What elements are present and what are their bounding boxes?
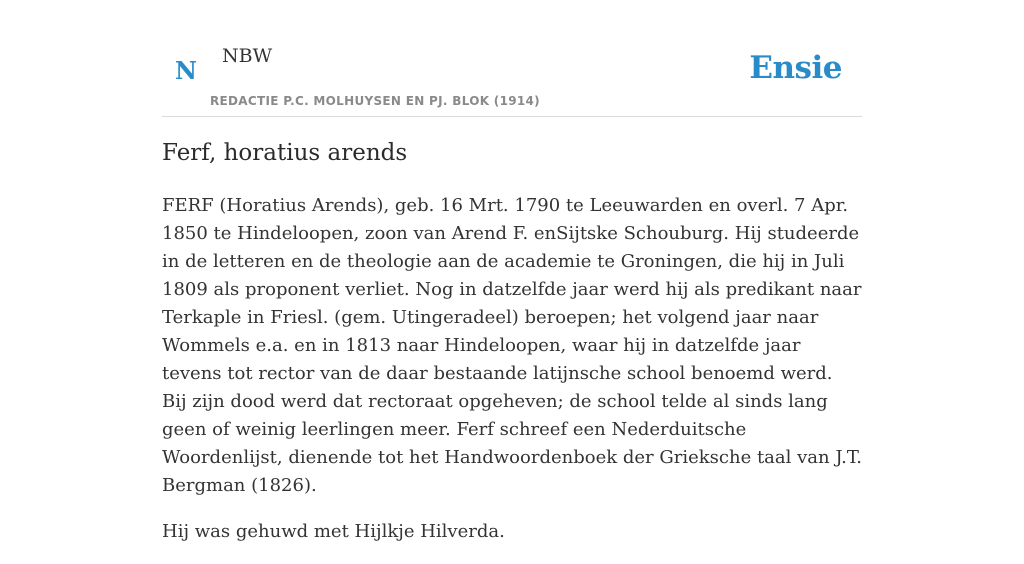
source-logo[interactable]: N [175,56,197,85]
source-name[interactable]: NBW [222,45,273,67]
article-body [162,192,862,564]
brand-logo[interactable]: Ensie [749,50,842,86]
source-credit: REDACTIE P.C. MOLHUYSEN EN PJ. BLOK (1914) [210,94,540,108]
article-header [162,0,862,117]
page-title: Ferf, horatius arends [162,140,408,166]
article-paragraph: FERF (Horatius Arends), geb. 16 Mrt. 1790 te Leeuwarden en overl. 7 Apr. 1850 te Hindeloopen, zoon van Arend F. enSijtske Schouburg. Hij studeerde in de letteren en de theologie aan de academie te Groningen, die hij in Juli 1809 als proponent verliet. Nog in datzelfde jaar werd hij als predikant naar Terkaple in Friesl. (gem. Utingeradeel) beroepen; het volgend jaar naar Wommels e.a. en in 1813 naar Hindeloopen, waar hij in datzelfde jaar tevens tot rector van de daar bestaande latijnsche school benoemd werd. Bij zijn dood werd dat rectoraat opgeheven; de school telde al sinds lang geen of weinig leerlingen meer. Ferf schreef een Nederduitsche Woordenlijst, dienende tot het Handwoordenboek der Grieksche taal van J.T. Bergman (1826). [162,195,862,496]
article-paragraph: Hij was gehuwd met Hijlkje Hilverda. [162,521,505,542]
article-page [162,0,862,542]
